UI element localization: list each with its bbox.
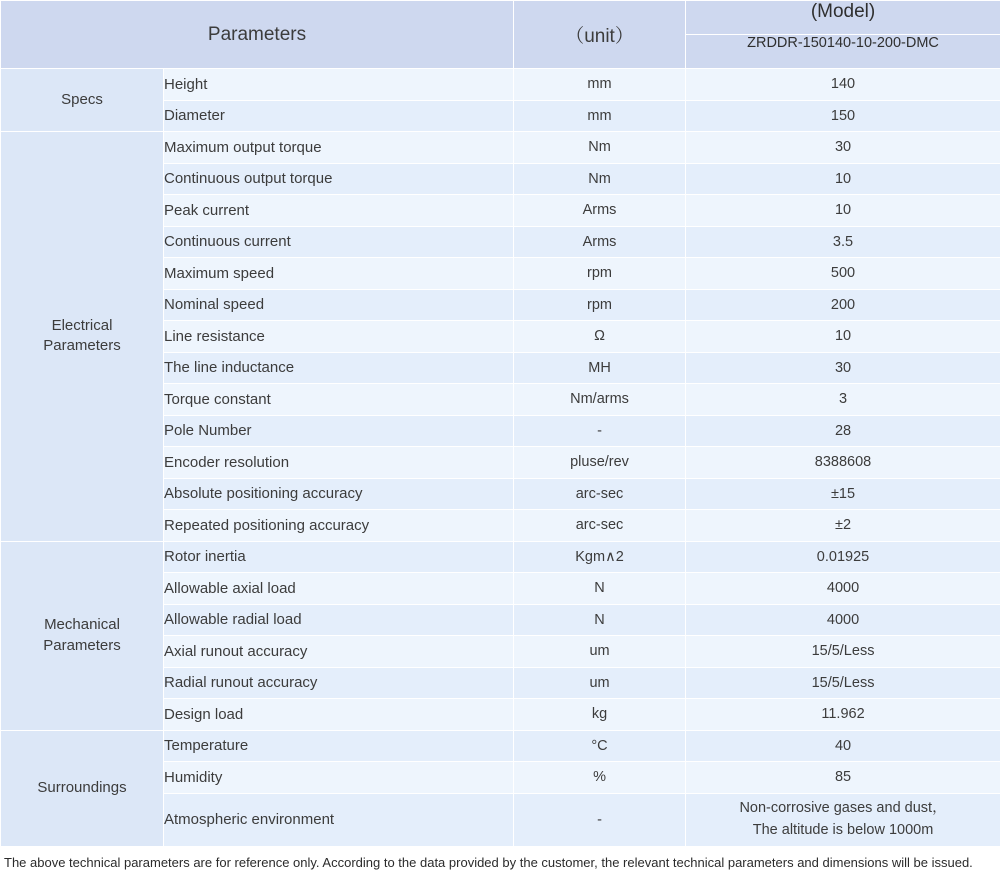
header-unit: （unit）: [514, 1, 686, 69]
param-unit: Kgm∧2: [514, 541, 686, 573]
param-value: 4000: [686, 604, 1000, 636]
param-name: Line resistance: [164, 321, 514, 353]
param-value: 15/5/Less: [686, 636, 1000, 668]
group-label-line2: Parameters: [43, 337, 121, 355]
param-name: Diameter: [164, 100, 514, 132]
param-unit: um: [514, 636, 686, 668]
param-value: 40: [686, 730, 1000, 762]
param-value: ±2: [686, 510, 1000, 542]
group-label-line1: Electrical: [51, 317, 113, 334]
param-value: 30: [686, 352, 1000, 384]
param-unit: Nm: [514, 163, 686, 195]
param-unit: mm: [514, 100, 686, 132]
param-value: [686, 793, 1000, 846]
param-unit: °C: [514, 730, 686, 762]
param-unit: -: [514, 793, 686, 846]
param-value: 10: [686, 321, 1000, 353]
param-value: 0.01925: [686, 541, 1000, 573]
param-unit: arc-sec: [514, 478, 686, 510]
param-value: 4000: [686, 573, 1000, 605]
param-unit: Arms: [514, 226, 686, 258]
param-value: 10: [686, 163, 1000, 195]
param-unit: pluse/rev: [514, 447, 686, 479]
table-row: [1, 730, 1000, 762]
param-value: 85: [686, 762, 1000, 794]
param-unit: Nm/arms: [514, 384, 686, 416]
group-label-specs: Specs: [1, 69, 164, 132]
param-name: Atmospheric environment: [164, 793, 514, 846]
param-unit: mm: [514, 69, 686, 101]
param-unit: kg: [514, 699, 686, 731]
param-name: Axial runout accuracy: [164, 636, 514, 668]
param-value: 150: [686, 100, 1000, 132]
param-value: 28: [686, 415, 1000, 447]
param-unit: MH: [514, 352, 686, 384]
group-label-line1: Mechanical: [44, 616, 120, 634]
param-unit: N: [514, 573, 686, 605]
param-value: 500: [686, 258, 1000, 290]
param-name: Torque constant: [164, 384, 514, 416]
param-name: Encoder resolution: [164, 447, 514, 479]
param-unit: %: [514, 762, 686, 794]
param-name: Rotor inertia: [164, 541, 514, 573]
param-name: Maximum speed: [164, 258, 514, 290]
param-value-line1: Non-corrosive gases and dust，: [739, 799, 947, 816]
table-row: [1, 541, 1000, 573]
group-label-surroundings: Surroundings: [1, 730, 164, 846]
param-name: Humidity: [164, 762, 514, 794]
header-model-label: (Model): [686, 1, 1000, 35]
param-name: Height: [164, 69, 514, 101]
param-name: Continuous current: [164, 226, 514, 258]
param-name: Radial runout accuracy: [164, 667, 514, 699]
group-label-electrical-parameters: [1, 132, 164, 542]
param-value: 3.5: [686, 226, 1000, 258]
param-value: 200: [686, 289, 1000, 321]
param-value: 30: [686, 132, 1000, 164]
param-unit: rpm: [514, 289, 686, 321]
param-name: Peak current: [164, 195, 514, 227]
param-name: Temperature: [164, 730, 514, 762]
param-unit: Ω: [514, 321, 686, 353]
header-model-cell: [686, 1, 1000, 69]
param-name: Design load: [164, 699, 514, 731]
param-value: 3: [686, 384, 1000, 416]
param-name: Continuous output torque: [164, 163, 514, 195]
param-unit: rpm: [514, 258, 686, 290]
param-unit: arc-sec: [514, 510, 686, 542]
param-value: 10: [686, 195, 1000, 227]
param-value: 15/5/Less: [686, 667, 1000, 699]
param-value-line2: The altitude is below 1000m: [752, 821, 934, 838]
param-unit: um: [514, 667, 686, 699]
footnote: The above technical parameters are for reference only. According to the data provided by the customer, the relevant technical parameters and dimensions will be issued.: [4, 854, 973, 870]
param-value: ±15: [686, 478, 1000, 510]
param-value: 8388608: [686, 447, 1000, 479]
param-unit: -: [514, 415, 686, 447]
group-label-line2: Parameters: [43, 636, 121, 654]
param-name: Maximum output torque: [164, 132, 514, 164]
param-unit: Nm: [514, 132, 686, 164]
param-name: Nominal speed: [164, 289, 514, 321]
param-value: 11.962: [686, 699, 1000, 731]
table-row: [1, 132, 1000, 164]
header-model-value: ZRDDR-150140-10-200-DMC: [686, 35, 1000, 68]
param-name: Pole Number: [164, 415, 514, 447]
param-unit: N: [514, 604, 686, 636]
param-name: Repeated positioning accuracy: [164, 510, 514, 542]
param-name: Allowable radial load: [164, 604, 514, 636]
param-unit: Arms: [514, 195, 686, 227]
table-row: [1, 69, 1000, 101]
group-label-mechanical-parameters: [1, 541, 164, 730]
param-value: 140: [686, 69, 1000, 101]
param-name: The line inductance: [164, 352, 514, 384]
table-header-row: [1, 1, 1000, 69]
param-name: Absolute positioning accuracy: [164, 478, 514, 510]
header-parameters: Parameters: [1, 1, 514, 69]
param-name: Allowable axial load: [164, 573, 514, 605]
